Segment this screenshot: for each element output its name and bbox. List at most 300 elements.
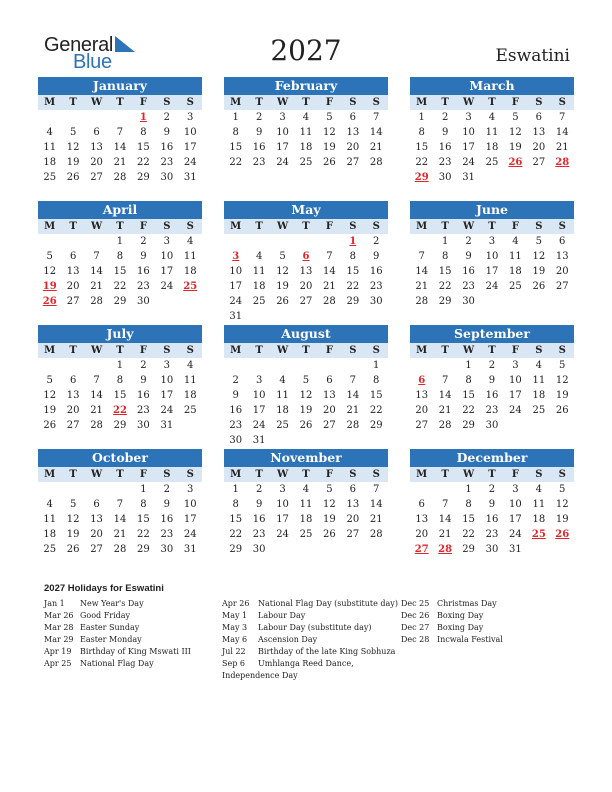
week-row: [410, 373, 574, 388]
week-row: [224, 388, 388, 403]
day-cell: 30: [229, 435, 243, 446]
day-cell: 16: [485, 390, 499, 401]
day-cell: 14: [438, 390, 452, 401]
weekday-label: F: [511, 345, 519, 356]
month-title: August: [224, 325, 388, 343]
day-cell: 2: [465, 236, 472, 247]
day-cell: 15: [137, 514, 150, 525]
day-cell: 13: [299, 266, 313, 277]
holiday-date: Apr 25: [44, 659, 72, 668]
day-cell: 27: [66, 296, 80, 307]
week-row: [38, 234, 202, 249]
day-cell: 29: [137, 544, 150, 555]
day-cell: 20: [346, 514, 360, 525]
day-cell: 2: [488, 484, 496, 495]
day-cell: 28: [90, 420, 103, 431]
weekday-label: M: [416, 221, 428, 232]
weekday-label: W: [90, 97, 103, 108]
day-cell: 8: [116, 251, 124, 262]
day-cell: 10: [160, 375, 174, 386]
holiday-date: Dec 28: [401, 635, 430, 644]
weekday-label: M: [44, 345, 56, 356]
month-title: December: [410, 449, 574, 467]
day-cell: 5: [46, 375, 53, 386]
day-cell: 23: [252, 529, 266, 540]
holiday-date: Apr 19: [44, 647, 72, 656]
week-row: [410, 110, 574, 125]
empty-day-cell: [247, 234, 270, 249]
weekday-label: T: [69, 221, 77, 232]
day-cell: 15: [438, 266, 452, 277]
empty-day-cell: [318, 542, 341, 557]
holiday-name: Ascension Day: [258, 635, 318, 644]
day-cell: 21: [346, 405, 360, 416]
empty-day-cell: [224, 234, 247, 249]
empty-day-cell: [318, 309, 341, 324]
holiday-date: Mar 28: [44, 623, 74, 632]
day-cell: 31: [183, 544, 197, 555]
weekday-label: T: [116, 469, 124, 480]
day-cell: 8: [441, 251, 449, 262]
empty-day-cell: [551, 542, 574, 557]
day-cell: 18: [252, 281, 266, 292]
empty-day-cell: [504, 170, 527, 185]
weekday-label: W: [462, 345, 475, 356]
day-cell: 29: [346, 296, 360, 307]
day-cell: 22: [462, 529, 475, 540]
week-row: [224, 418, 388, 433]
day-cell: 5: [512, 112, 519, 123]
empty-day-cell: [85, 358, 108, 373]
day-cell: 12: [323, 127, 336, 138]
day-cell: 1: [140, 484, 147, 495]
day-cell: 3: [255, 375, 263, 386]
day-cell: 1: [441, 236, 449, 247]
day-cell: 6: [93, 499, 100, 510]
weekday-label: M: [44, 221, 56, 232]
weekday-label: T: [441, 97, 449, 108]
day-cell: 23: [229, 420, 243, 431]
empty-day-cell: [504, 418, 527, 433]
holiday-day-cell: 26: [508, 157, 523, 168]
weekday-label: M: [230, 469, 242, 480]
day-cell: 14: [438, 514, 452, 525]
day-cell: 7: [373, 112, 380, 123]
day-cell: 9: [163, 499, 170, 510]
day-cell: 6: [93, 127, 100, 138]
day-cell: 12: [555, 375, 569, 386]
day-cell: 14: [90, 390, 103, 401]
weekday-header: [410, 467, 574, 482]
weekday-label: F: [139, 221, 147, 232]
day-cell: 7: [116, 499, 124, 510]
empty-day-cell: [365, 433, 388, 448]
week-row: [224, 403, 388, 418]
day-cell: 21: [90, 281, 103, 292]
day-cell: 1: [232, 484, 239, 495]
day-cell: 24: [485, 281, 499, 292]
day-cell: 26: [66, 172, 80, 183]
day-cell: 12: [509, 127, 522, 138]
empty-day-cell: [410, 358, 433, 373]
day-cell: 13: [90, 514, 103, 525]
day-cell: 4: [535, 484, 542, 495]
day-cell: 11: [532, 375, 546, 386]
weekday-label: W: [276, 345, 289, 356]
day-cell: 10: [183, 127, 197, 138]
week-row: [410, 358, 574, 373]
day-cell: 30: [160, 172, 174, 183]
holiday-date: Dec 25: [401, 599, 430, 608]
day-cell: 17: [160, 266, 174, 277]
day-cell: 27: [532, 157, 546, 168]
month-title: July: [38, 325, 202, 343]
day-cell: 29: [113, 296, 127, 307]
day-cell: 19: [66, 529, 80, 540]
day-cell: 25: [299, 157, 313, 168]
day-cell: 18: [183, 390, 197, 401]
weekday-header: [224, 343, 388, 358]
month-january: [38, 77, 202, 185]
day-cell: 11: [532, 499, 546, 510]
holiday-day-cell: 6: [302, 251, 310, 262]
day-cell: 12: [555, 499, 569, 510]
weekday-label: F: [325, 469, 333, 480]
week-row: [410, 294, 574, 309]
day-cell: 9: [140, 251, 147, 262]
weekday-label: T: [69, 345, 77, 356]
empty-day-cell: [318, 234, 341, 249]
day-cell: 11: [183, 375, 197, 386]
day-cell: 10: [509, 499, 522, 510]
weekday-header: [38, 219, 202, 234]
day-cell: 17: [160, 390, 174, 401]
day-cell: 17: [485, 266, 499, 277]
weekday-header: [224, 95, 388, 110]
holiday-day-cell: 6: [418, 375, 426, 386]
empty-day-cell: [294, 358, 317, 373]
week-row: [38, 512, 202, 527]
day-cell: 8: [349, 251, 356, 262]
day-cell: 18: [485, 142, 499, 153]
day-cell: 11: [485, 127, 499, 138]
day-cell: 31: [252, 435, 266, 446]
empty-day-cell: [108, 110, 131, 125]
day-cell: 24: [276, 529, 289, 540]
day-cell: 14: [113, 142, 127, 153]
weekday-label: S: [372, 469, 380, 480]
day-cell: 3: [465, 112, 472, 123]
day-cell: 10: [276, 499, 289, 510]
month-title: January: [38, 77, 202, 95]
day-cell: 8: [140, 499, 147, 510]
day-cell: 26: [323, 529, 336, 540]
weekday-label: F: [325, 97, 333, 108]
empty-day-cell: [271, 433, 294, 448]
day-cell: 25: [43, 172, 57, 183]
day-cell: 29: [438, 296, 452, 307]
weekday-label: S: [163, 221, 171, 232]
holiday-day-cell: 1: [139, 112, 147, 123]
day-cell: 23: [462, 281, 475, 292]
day-cell: 24: [509, 529, 522, 540]
empty-day-cell: [504, 294, 527, 309]
empty-day-cell: [551, 418, 574, 433]
day-cell: 28: [346, 420, 360, 431]
day-cell: 26: [555, 405, 569, 416]
day-cell: 29: [462, 544, 475, 555]
weekday-label: S: [558, 97, 566, 108]
holiday-day-cell: 1: [349, 236, 357, 247]
empty-day-cell: [294, 542, 317, 557]
day-cell: 22: [369, 405, 383, 416]
month-december: [410, 449, 574, 557]
day-cell: 20: [346, 142, 360, 153]
day-cell: 21: [555, 142, 569, 153]
weekday-label: T: [116, 345, 124, 356]
day-cell: 14: [323, 266, 336, 277]
day-cell: 7: [559, 112, 566, 123]
holiday-name: National Flag Day: [80, 659, 154, 668]
empty-day-cell: [294, 234, 317, 249]
day-cell: 3: [163, 236, 170, 247]
day-cell: 20: [532, 142, 546, 153]
day-cell: 28: [323, 296, 336, 307]
day-cell: 17: [276, 142, 289, 153]
holiday-day-cell: 28: [438, 544, 453, 555]
holiday-day-cell: 27: [414, 544, 429, 555]
month-title: April: [38, 201, 202, 219]
day-cell: 18: [183, 266, 197, 277]
month-june: [410, 201, 574, 309]
weekday-label: W: [90, 469, 103, 480]
day-cell: 4: [535, 360, 542, 371]
holiday-name: Labour Day: [258, 611, 306, 620]
day-cell: 21: [415, 281, 429, 292]
empty-day-cell: [551, 294, 574, 309]
month-title: June: [410, 201, 574, 219]
holiday-day-cell: 26: [42, 296, 57, 307]
weekday-label: M: [416, 345, 428, 356]
week-row: [224, 358, 388, 373]
day-cell: 26: [299, 420, 313, 431]
day-cell: 1: [418, 112, 425, 123]
month-july: [38, 325, 202, 433]
holiday-day-cell: 29: [414, 172, 429, 183]
empty-day-cell: [271, 309, 294, 324]
empty-day-cell: [365, 309, 388, 324]
holiday-name: Christmas Day: [437, 599, 497, 608]
day-cell: 4: [187, 360, 194, 371]
week-row: [224, 294, 388, 309]
holiday-date: May 1: [222, 611, 248, 620]
day-cell: 7: [326, 251, 333, 262]
empty-day-cell: [294, 433, 317, 448]
day-cell: 28: [369, 157, 383, 168]
day-cell: 24: [183, 157, 197, 168]
week-row: [38, 497, 202, 512]
day-cell: 3: [279, 112, 286, 123]
day-cell: 22: [415, 157, 429, 168]
day-cell: 5: [326, 484, 333, 495]
day-cell: 7: [93, 251, 100, 262]
weekday-label: W: [276, 221, 289, 232]
day-cell: 13: [346, 127, 360, 138]
day-cell: 29: [137, 172, 150, 183]
empty-day-cell: [271, 358, 294, 373]
weekday-label: S: [558, 221, 566, 232]
day-cell: 5: [302, 375, 310, 386]
day-cell: 16: [485, 514, 499, 525]
month-august: [224, 325, 388, 448]
empty-day-cell: [527, 418, 550, 433]
week-row: [38, 125, 202, 140]
day-cell: 22: [346, 281, 360, 292]
day-cell: 19: [532, 266, 546, 277]
calendar-year: 2027: [270, 34, 342, 67]
weekday-label: S: [535, 469, 543, 480]
weekday-label: T: [488, 345, 496, 356]
country-name: Eswatini: [495, 46, 570, 66]
holiday-date: Dec 26: [401, 611, 430, 620]
holiday-name: Good Friday: [80, 611, 131, 620]
day-cell: 31: [462, 172, 475, 183]
day-cell: 22: [113, 281, 127, 292]
day-cell: 6: [349, 112, 356, 123]
day-cell: 8: [232, 127, 239, 138]
holiday-name: National Flag Day (substitute day): [258, 599, 398, 608]
week-row: [224, 433, 388, 448]
day-cell: 24: [160, 281, 174, 292]
weekday-label: M: [416, 469, 428, 480]
week-row: [224, 155, 388, 170]
day-cell: 10: [462, 127, 475, 138]
weekday-label: W: [276, 97, 289, 108]
day-cell: 24: [160, 405, 174, 416]
day-cell: 15: [369, 390, 383, 401]
day-cell: 7: [418, 251, 425, 262]
day-cell: 5: [69, 127, 77, 138]
weekday-label: T: [441, 469, 449, 480]
day-cell: 5: [46, 251, 53, 262]
day-cell: 21: [438, 405, 452, 416]
day-cell: 16: [252, 142, 266, 153]
week-row: [38, 373, 202, 388]
day-cell: 5: [279, 251, 286, 262]
day-cell: 13: [66, 390, 80, 401]
empty-day-cell: [527, 294, 550, 309]
day-cell: 18: [299, 142, 313, 153]
day-cell: 29: [462, 420, 475, 431]
day-cell: 26: [66, 544, 80, 555]
day-cell: 13: [90, 142, 103, 153]
day-cell: 24: [509, 405, 522, 416]
day-cell: 11: [252, 266, 266, 277]
day-cell: 16: [438, 142, 452, 153]
week-row: [410, 512, 574, 527]
weekday-label: W: [462, 221, 475, 232]
day-cell: 18: [532, 390, 546, 401]
week-row: [224, 110, 388, 125]
holiday-date: May 3: [222, 623, 248, 632]
weekday-label: T: [441, 221, 449, 232]
week-row: [224, 264, 388, 279]
day-cell: 8: [140, 127, 147, 138]
day-cell: 2: [140, 360, 147, 371]
day-cell: 23: [438, 157, 452, 168]
week-row: [410, 125, 574, 140]
empty-day-cell: [38, 358, 61, 373]
week-row: [224, 373, 388, 388]
day-cell: 20: [299, 281, 313, 292]
weekday-label: T: [69, 469, 77, 480]
day-cell: 31: [160, 420, 174, 431]
empty-day-cell: [341, 542, 364, 557]
day-cell: 17: [276, 514, 289, 525]
day-cell: 17: [252, 405, 266, 416]
day-cell: 18: [43, 529, 57, 540]
day-cell: 13: [66, 266, 80, 277]
week-row: [38, 388, 202, 403]
day-cell: 10: [252, 390, 266, 401]
day-cell: 30: [485, 544, 499, 555]
month-title: February: [224, 77, 388, 95]
holiday-date: Apr 26: [222, 599, 250, 608]
day-cell: 16: [160, 514, 174, 525]
day-cell: 16: [462, 266, 475, 277]
weekday-label: S: [558, 345, 566, 356]
week-row: [410, 418, 574, 433]
day-cell: 21: [323, 281, 336, 292]
day-cell: 20: [66, 281, 80, 292]
day-cell: 22: [462, 405, 475, 416]
week-row: [410, 140, 574, 155]
holiday-date: Jan 1: [44, 599, 65, 608]
day-cell: 30: [462, 296, 475, 307]
day-cell: 5: [535, 236, 542, 247]
weekday-label: F: [325, 221, 333, 232]
day-cell: 18: [276, 405, 289, 416]
week-row: [410, 388, 574, 403]
month-march: [410, 77, 574, 185]
day-cell: 14: [346, 390, 360, 401]
weekday-label: M: [230, 221, 242, 232]
empty-day-cell: [85, 234, 108, 249]
day-cell: 23: [485, 405, 499, 416]
empty-day-cell: [410, 482, 433, 497]
week-row: [410, 155, 574, 170]
day-cell: 17: [509, 514, 522, 525]
week-row: [38, 294, 202, 309]
weekday-label: S: [186, 97, 194, 108]
day-cell: 14: [369, 127, 383, 138]
day-cell: 18: [299, 514, 313, 525]
week-row: [410, 497, 574, 512]
day-cell: 15: [113, 390, 127, 401]
weekday-label: T: [488, 469, 496, 480]
week-row: [224, 482, 388, 497]
day-cell: 26: [276, 296, 289, 307]
day-cell: 28: [113, 172, 127, 183]
weekday-label: W: [276, 469, 289, 480]
day-cell: 6: [559, 236, 566, 247]
day-cell: 13: [555, 251, 569, 262]
day-cell: 17: [509, 390, 522, 401]
day-cell: 17: [183, 142, 197, 153]
day-cell: 11: [299, 499, 313, 510]
day-cell: 20: [323, 405, 336, 416]
empty-day-cell: [61, 110, 84, 125]
